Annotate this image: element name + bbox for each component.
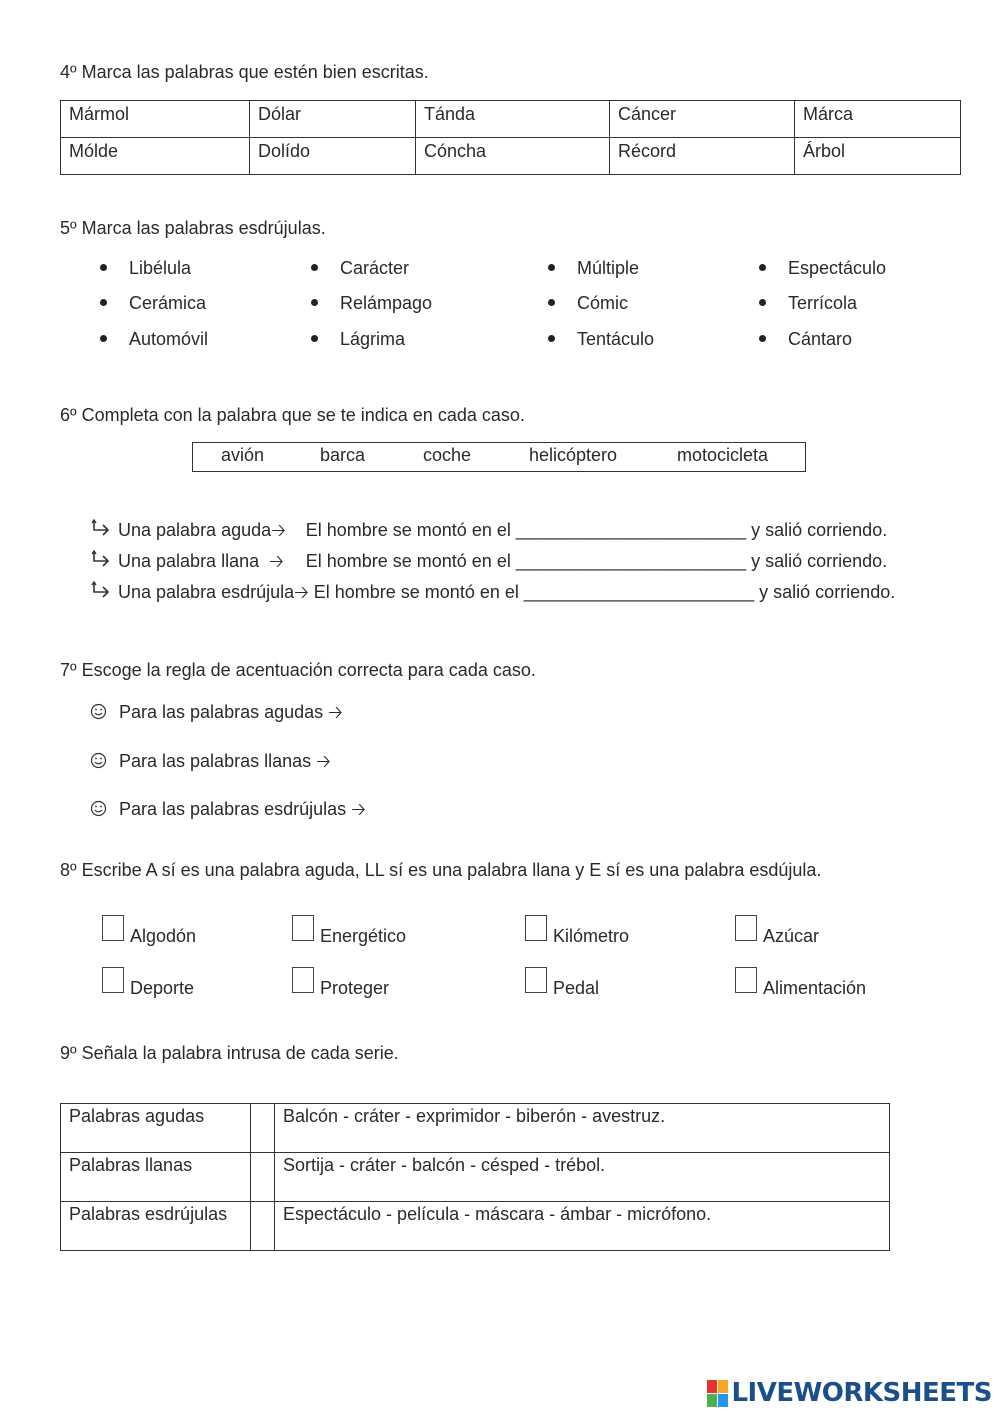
checkbox-label: Alimentación <box>763 978 867 998</box>
answer-blank[interactable]: _______________________ <box>523 582 755 602</box>
list-item[interactable]: Automóvil <box>100 329 208 350</box>
bullet-icon <box>759 299 766 306</box>
word-cell[interactable]: Cóncha <box>416 138 610 175</box>
ex6-heading: 6º Completa con la palabra que se te indica en cada caso. <box>60 405 525 425</box>
answer-cell[interactable] <box>251 1153 275 1202</box>
logo-text: LIVEWORKSHEETS <box>731 1378 992 1408</box>
ex9-series-table <box>60 1103 890 1251</box>
word-bank-item: helicóptero <box>529 445 618 465</box>
ex8-heading: 8º Escribe A sí es una palabra aguda, LL sí es una palabra llana y E sí es una palabra esdújula. <box>60 860 822 880</box>
logo-tile <box>718 1394 728 1407</box>
answer-cell[interactable] <box>251 1104 275 1153</box>
table-row <box>61 138 961 175</box>
word-cell[interactable]: Mólde <box>61 138 250 175</box>
bullet-icon <box>548 335 555 342</box>
smiley-icon <box>90 703 107 720</box>
row-label: Palabras agudas <box>61 1104 251 1153</box>
ex5-heading: 5º Marca las palabras esdrújulas. <box>60 218 326 238</box>
rule-item[interactable]: Para las palabras esdrújulas 🡢 <box>90 797 366 827</box>
checkbox-label: Pedal <box>553 978 600 998</box>
arrow-icon: 🡢 <box>269 551 284 571</box>
bullet-icon <box>548 264 555 271</box>
list-item[interactable]: Cómic <box>548 293 628 314</box>
bullet-icon <box>311 335 318 342</box>
bullet-icon <box>100 335 107 342</box>
answer-cell[interactable] <box>251 1202 275 1251</box>
bullet-icon <box>759 264 766 271</box>
answer-checkbox[interactable] <box>292 915 314 941</box>
ex9-heading: 9º Señala la palabra intrusa de cada serie. <box>60 1043 399 1063</box>
answer-checkbox[interactable] <box>735 967 757 993</box>
table-row <box>61 1202 890 1251</box>
list-item[interactable]: Terrícola <box>759 293 857 314</box>
bullet-icon <box>759 335 766 342</box>
answer-checkbox[interactable] <box>102 967 124 993</box>
word-cell[interactable]: Árbol <box>795 138 961 175</box>
list-item[interactable]: Múltiple <box>548 258 639 279</box>
logo-tile <box>707 1380 717 1393</box>
pointing-hand-icon <box>90 518 112 538</box>
answer-checkbox[interactable] <box>525 915 547 941</box>
word-cell[interactable]: Récord <box>610 138 795 175</box>
bullet-icon <box>311 299 318 306</box>
pointing-hand-icon <box>90 580 112 600</box>
word-cell[interactable]: Cáncer <box>610 101 795 138</box>
logo-tile <box>707 1394 717 1407</box>
pointing-hand-icon <box>90 549 112 569</box>
answer-blank[interactable]: _______________________ <box>515 551 747 571</box>
checkbox-label: Proteger <box>320 978 390 998</box>
word-cell[interactable]: Márca <box>795 101 961 138</box>
word-bank-item: motocicleta <box>677 445 769 465</box>
ex6-sentence: Una palabra esdrújula🡢 El hombre se montó en el _______________________ y salió corriendo. <box>90 580 895 610</box>
row-label: Palabras llanas <box>61 1153 251 1202</box>
arrow-icon: 🡢 <box>316 751 331 771</box>
word-cell[interactable]: Dólar <box>250 101 416 138</box>
liveworksheets-logo <box>707 1379 992 1407</box>
word-bank-item: barca <box>320 445 366 465</box>
series-cell[interactable]: Sortija - cráter - balcón - césped - trébol. <box>275 1153 890 1202</box>
bullet-icon <box>548 299 555 306</box>
arrow-icon: 🡢 <box>271 520 286 540</box>
answer-checkbox[interactable] <box>735 915 757 941</box>
row-label: Palabras esdrújulas <box>61 1202 251 1251</box>
table-row <box>61 101 961 138</box>
checkbox-label: Azúcar <box>763 926 820 946</box>
answer-checkbox[interactable] <box>102 915 124 941</box>
list-item[interactable]: Cerámica <box>100 293 206 314</box>
logo-mark-icon <box>707 1380 728 1407</box>
list-item[interactable]: Lágrima <box>311 329 405 350</box>
checkbox-label: Kilómetro <box>553 926 630 946</box>
table-row <box>61 1104 890 1153</box>
answer-checkbox[interactable] <box>525 967 547 993</box>
list-item[interactable]: Relámpago <box>311 293 432 314</box>
series-cell[interactable]: Balcón - cráter - exprimidor - biberón - avestruz. <box>275 1104 890 1153</box>
ex6-sentence: Una palabra llana 🡢 El hombre se montó en el _______________________ y salió corriendo. <box>90 549 887 579</box>
arrow-icon: 🡢 <box>351 799 366 819</box>
list-item[interactable]: Tentáculo <box>548 329 654 350</box>
list-item[interactable]: Libélula <box>100 258 191 279</box>
word-bank-item: avión <box>221 445 265 465</box>
arrow-icon: 🡢 <box>328 702 343 722</box>
word-cell[interactable]: Dolído <box>250 138 416 175</box>
bullet-icon <box>100 299 107 306</box>
ex4-heading: 4º Marca las palabras que estén bien escritas. <box>60 62 429 82</box>
list-item[interactable]: Espectáculo <box>759 258 886 279</box>
ex6-word-bank <box>192 442 806 472</box>
word-cell[interactable]: Mármol <box>61 101 250 138</box>
word-bank-item: coche <box>423 445 472 465</box>
ex7-heading: 7º Escoge la regla de acentuación correcta para cada caso. <box>60 660 536 680</box>
table-row <box>61 1153 890 1202</box>
word-cell[interactable]: Tánda <box>416 101 610 138</box>
arrow-icon: 🡢 <box>294 582 309 602</box>
rule-item[interactable]: Para las palabras llanas 🡢 <box>90 749 331 779</box>
smiley-icon <box>90 752 107 769</box>
ex6-sentence: Una palabra aguda🡢 El hombre se montó en el _______________________ y salió corriendo. <box>90 518 887 548</box>
checkbox-label: Algodón <box>130 926 197 946</box>
rule-item[interactable]: Para las palabras agudas 🡢 <box>90 700 343 730</box>
bullet-icon <box>100 264 107 271</box>
bullet-icon <box>311 264 318 271</box>
ex4-word-table <box>60 100 961 175</box>
list-item[interactable]: Carácter <box>311 258 409 279</box>
series-cell[interactable]: Espectáculo - película - máscara - ámbar - micrófono. <box>275 1202 890 1251</box>
checkbox-label: Deporte <box>130 978 195 998</box>
answer-blank[interactable]: _______________________ <box>515 520 747 540</box>
logo-tile <box>718 1380 728 1393</box>
list-item[interactable]: Cántaro <box>759 329 852 350</box>
answer-checkbox[interactable] <box>292 967 314 993</box>
checkbox-label: Energético <box>320 926 407 946</box>
smiley-icon <box>90 800 107 817</box>
